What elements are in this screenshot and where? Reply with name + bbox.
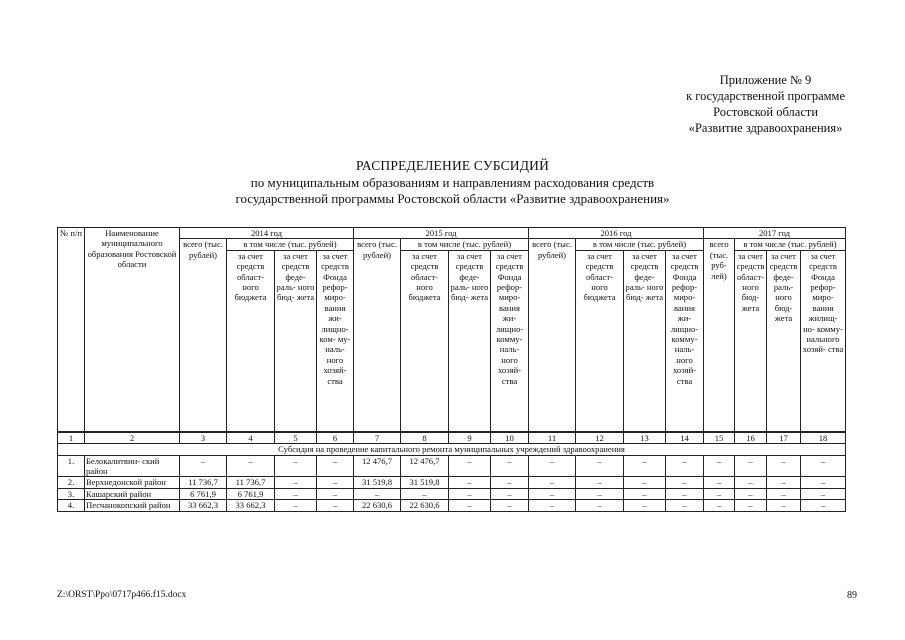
row-value-cell: –: [529, 455, 576, 477]
row-value-cell: –: [449, 455, 491, 477]
row-municipality-name: Песчанокопский район: [85, 500, 180, 511]
header-federal-2017: за счет средств феде- раль- ного бюд- жета: [767, 250, 801, 432]
row-value-cell: –: [354, 488, 401, 499]
row-value-cell: –: [576, 455, 624, 477]
row-municipality-name: Кашарский район: [85, 488, 180, 499]
header-federal-2016: за счет средств феде- раль- ного бюд- жета: [624, 250, 666, 432]
row-value-cell: –: [529, 488, 576, 499]
column-number: 3: [180, 432, 227, 444]
row-value-cell: –: [491, 477, 529, 488]
table-row: [58, 455, 846, 477]
row-value-cell: –: [317, 455, 354, 477]
header-incl-2014: в том числе (тыс. рублей): [227, 239, 354, 250]
header-year-2017: 2017 год: [704, 228, 846, 239]
section-title: Субсидия на проведение капитального ремонта муниципальных учреждений здравоохранения: [58, 444, 846, 455]
row-value-cell: –: [449, 500, 491, 511]
row-value-cell: 12 476,7: [401, 455, 449, 477]
header-regional-2014: за счет средств област- ного бюджета: [227, 250, 275, 432]
section-title-row: [58, 444, 846, 455]
row-value-cell: –: [317, 500, 354, 511]
row-value-cell: –: [704, 488, 735, 499]
row-municipality-name: Белокалитвин- ский район: [85, 455, 180, 477]
row-value-cell: –: [576, 477, 624, 488]
column-number: 7: [354, 432, 401, 444]
row-value-cell: –: [767, 477, 801, 488]
row-value-cell: –: [227, 455, 275, 477]
column-number: 5: [275, 432, 317, 444]
appendix-line-1: Приложение № 9: [719, 73, 812, 87]
header-regional-2015: за счет средств област- ного бюджета: [401, 250, 449, 432]
column-number: 4: [227, 432, 275, 444]
appendix-line-2: к государственной программе: [686, 89, 845, 103]
row-value-cell: –: [767, 455, 801, 477]
header-total-2016: всего (тыс. рублей): [529, 239, 576, 432]
row-value-cell: 33 662,3: [180, 500, 227, 511]
row-value-cell: –: [401, 488, 449, 499]
row-value-cell: –: [317, 488, 354, 499]
header-fund-2014: за счет средств Фонда рефор- миро- вания жи- лищно- ком- му- наль- ного хозяй- ства: [317, 250, 354, 432]
column-number: 16: [735, 432, 767, 444]
row-value-cell: –: [801, 500, 846, 511]
column-number: 18: [801, 432, 846, 444]
column-number: 2: [85, 432, 180, 444]
column-number: 12: [576, 432, 624, 444]
table-row: [58, 500, 846, 511]
row-number: 3.: [58, 488, 85, 499]
document-heading: [0, 158, 905, 208]
heading-line-3: государственной программы Ростовской области «Развитие здравоохранения»: [235, 191, 670, 206]
column-number: 10: [491, 432, 529, 444]
row-value-cell: –: [449, 477, 491, 488]
data-rows: [58, 455, 846, 511]
row-value-cell: 22 630,6: [401, 500, 449, 511]
row-value-cell: –: [767, 488, 801, 499]
row-value-cell: –: [449, 488, 491, 499]
column-number: 8: [401, 432, 449, 444]
row-value-cell: 6 761,9: [180, 488, 227, 499]
row-value-cell: 31 519,8: [401, 477, 449, 488]
row-value-cell: 11 736,7: [227, 477, 275, 488]
row-value-cell: –: [767, 500, 801, 511]
heading-line-2: по муниципальным образованиям и направлениям расходования средств: [250, 174, 655, 190]
header-num: № п/п: [58, 228, 85, 432]
row-value-cell: –: [491, 500, 529, 511]
footer-file-path: Z:\ORST\Ppo\0717p466.f15.docx: [57, 590, 187, 600]
subsidy-table: [57, 227, 846, 512]
row-value-cell: –: [624, 488, 666, 499]
header-year-2015: 2015 год: [354, 228, 529, 239]
column-number: 13: [624, 432, 666, 444]
row-value-cell: 6 761,9: [227, 488, 275, 499]
row-value-cell: 22 630,6: [354, 500, 401, 511]
row-value-cell: 31 519,8: [354, 477, 401, 488]
header-incl-2015: в том числе (тыс. рублей): [401, 239, 529, 250]
row-value-cell: –: [801, 477, 846, 488]
row-value-cell: 33 662,3: [227, 500, 275, 511]
row-value-cell: –: [704, 477, 735, 488]
header-federal-2015: за счет средств феде- раль- ного бюд- жета: [449, 250, 491, 432]
row-value-cell: –: [576, 500, 624, 511]
row-value-cell: –: [576, 488, 624, 499]
table-row: [58, 488, 846, 499]
footer-page-number: 89: [847, 590, 857, 601]
row-number: 4.: [58, 500, 85, 511]
header-federal-2014: за счет средств феде- раль- ного бюд- жета: [275, 250, 317, 432]
row-number: 1.: [58, 455, 85, 477]
row-municipality-name: Верхнедонской район: [85, 477, 180, 488]
row-value-cell: –: [666, 500, 704, 511]
appendix-line-4: «Развитие здравоохранения»: [688, 121, 843, 135]
row-value-cell: –: [704, 500, 735, 511]
row-value-cell: –: [666, 488, 704, 499]
row-value-cell: –: [624, 455, 666, 477]
column-number: 17: [767, 432, 801, 444]
row-value-cell: –: [735, 488, 767, 499]
header-fund-2016: за счет средств Фонда рефор- миро- вания жи- лищно- комму- наль- ного хозяй- ства: [666, 250, 704, 432]
header-incl-2016: в том числе (тыс. рублей): [576, 239, 704, 250]
row-value-cell: –: [624, 477, 666, 488]
row-value-cell: 11 736,7: [180, 477, 227, 488]
row-value-cell: –: [666, 455, 704, 477]
column-number: 11: [529, 432, 576, 444]
column-number: 9: [449, 432, 491, 444]
table-row: [58, 477, 846, 488]
row-value-cell: –: [529, 477, 576, 488]
row-value-cell: –: [735, 477, 767, 488]
header-row-years: [58, 228, 846, 239]
header-year-2016: 2016 год: [529, 228, 704, 239]
row-value-cell: –: [180, 455, 227, 477]
row-value-cell: –: [317, 477, 354, 488]
header-incl-2017: в том числе (тыс. рублей): [735, 239, 846, 250]
row-value-cell: –: [275, 500, 317, 511]
header-regional-2016: за счет средств област- ного бюджета: [576, 250, 624, 432]
row-value-cell: –: [529, 500, 576, 511]
header-total-2017: всего (тыс. руб- лей): [704, 239, 735, 432]
row-value-cell: –: [801, 488, 846, 499]
appendix-block: [686, 72, 845, 136]
header-total-2015: всего (тыс. рублей): [354, 239, 401, 432]
row-value-cell: –: [735, 455, 767, 477]
row-value-cell: –: [275, 455, 317, 477]
appendix-line-3: Ростовской области: [713, 105, 819, 119]
header-year-2014: 2014 год: [180, 228, 354, 239]
row-value-cell: –: [704, 455, 735, 477]
row-value-cell: –: [624, 500, 666, 511]
column-number-row: [58, 432, 846, 444]
header-regional-2017: за счет средств област- ного бюд- жета: [735, 250, 767, 432]
column-number: 1: [58, 432, 85, 444]
row-value-cell: –: [801, 455, 846, 477]
row-value-cell: –: [666, 477, 704, 488]
heading-title: РАСПРЕДЕЛЕНИЕ СУБСИДИЙ: [355, 158, 550, 173]
row-value-cell: –: [491, 488, 529, 499]
column-number: 15: [704, 432, 735, 444]
row-value-cell: 12 476,7: [354, 455, 401, 477]
header-total-2014: всего (тыс. рублей): [180, 239, 227, 432]
header-fund-2015: за счет средств Фонда рефор- миро- вания жи- лищно- комму- наль- ного хозяй- ства: [491, 250, 529, 432]
header-fund-2017: за счет средств Фонда рефор- миро- вания жилищ- но- комму- нального хозяй- ства: [801, 250, 846, 432]
row-value-cell: –: [275, 488, 317, 499]
header-name: Наименование муниципального образования Ростовской области: [85, 228, 180, 432]
row-value-cell: –: [735, 500, 767, 511]
row-value-cell: –: [275, 477, 317, 488]
row-value-cell: –: [491, 455, 529, 477]
column-number: 14: [666, 432, 704, 444]
row-number: 2.: [58, 477, 85, 488]
column-number: 6: [317, 432, 354, 444]
